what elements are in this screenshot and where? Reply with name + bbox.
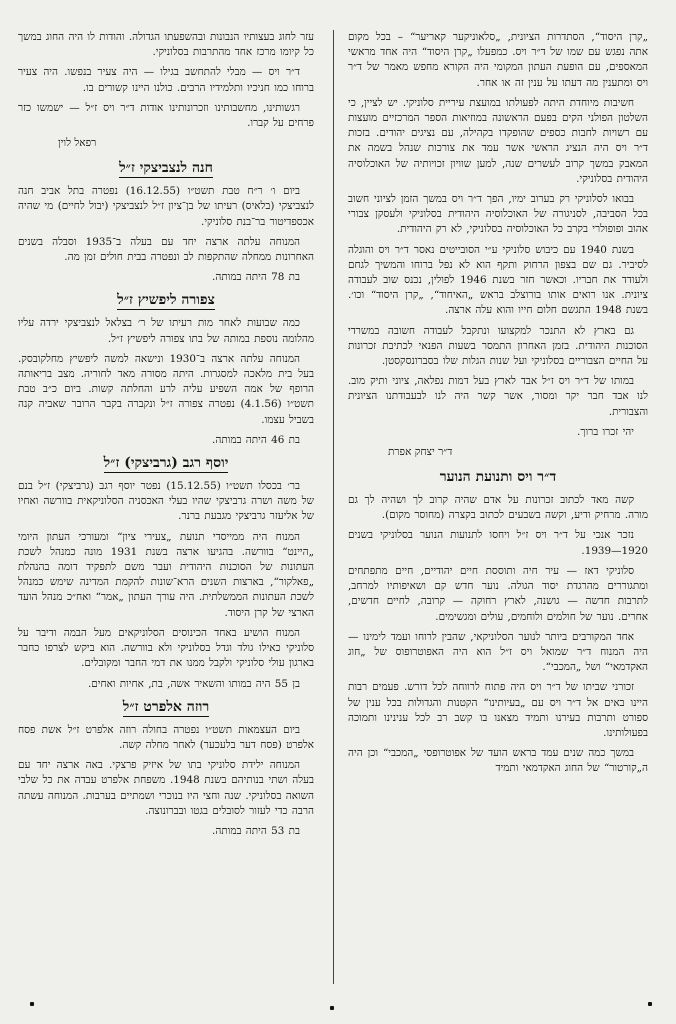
- paragraph: אחד המקורבים ביותר לנוער הסלוניקאי, שהבין לרוחו ועמד לימינו — היה המנוח ד״ר שמואל ויס ז״ל הוא היה האפוטרופוס של „חוג האקדמאי“ ושל „המכבי“.: [348, 630, 648, 674]
- paragraph: ד״ר ויס — מבלי להתחשב בגילו — היה צעיר בנפשו. היה צעיר ברוחו כמו חניכיו ותלמידיו הרבים. כולנו היינו קשורים בו.: [18, 66, 314, 94]
- paragraph: זכורני שביתו של ד״ר ויס היה פתוח לרווחה לכל דורש. פעמים רבות היינו באים אל ד״ר ויס עם „בעיותינו“ הקטנות והגדולות בכל ענין של ספורט ותרבות בעירנו ותמיד מצאנו בו קשב רב לכל ענינינו ותמוכה בפעולותינו.: [348, 681, 648, 739]
- paragraph: המנוח היה ממייסדי תנועת „צעירי ציון“ ומעורכי העתון היומי „היינט“ בוורשה. בהגיעו ארצה בשנת 1931 מונה כמנהל לשכת העתונות של הסוכנות היהודית ועבר משם לתפקיד דומה בהנהלת „פאלקור“, בארצות השנים הרא־שונות להקמת המדינה שימש כמנהל לשכת העתונות הממשלתית. היה עורך העתון „אמר“ ואח״כ מנהל הועד הארצי של קרן היסוד.: [18, 530, 314, 619]
- obituary-heading-text: חנה לנצביצקי ז״ל: [119, 160, 213, 177]
- paragraph: „קרן היסוד“, הסתדרות הציונית, „סלאוניקער קאריער“ – בכל מקום אתה נפגש עם שמו של ד״ר ויס. כמפעלו „קרן היסוד“ היה אחד מראשי המאספים, עם הופעת העתון המקומי היה הקורא מחפש מאמר של ד״ר ויס ומתענין מה דעתו על ענין זה או אחר.: [348, 31, 648, 89]
- author-signature: ד״ר יצחק אפרת: [388, 446, 453, 459]
- left-column: [18, 30, 314, 994]
- paragraph: ביום העצמאות תשט״ו נפטרה בחולה רוזה אלפרט ז״ל אשת פסח אלפרט (פסח דער בלעכער) לאחר מחלה קשה.: [18, 723, 314, 751]
- paragraph: גם בארץ לא התנכר למקצועו ונתקבל לעבודה חשובה במשרדי הסוכנות היהודית. בזמן האחרון התמסר בשעות הפנאי לכתיבת זכרונות על החיים הצבוריים בסלוניקי ועל שנות הגלות שלו בסברונסקסטן.: [348, 324, 648, 368]
- paragraph: קשה מאד לכתוב זכרונות על אדם שהיה קרוב לך ושהיה לך גם מורה. מרחיק ודיע, וקשה בשבעים לכתוב בקצרה (מחוסר מקום).: [348, 494, 648, 522]
- paragraph: כמה שבועות לאחר מות רעיתו של ר׳ בצלאל לנצביצקי ירדה עליו מהלומה נוספת במותה של בתו צפורה ליפשיץ ז״ל.: [18, 317, 314, 345]
- print-speck: [330, 1006, 334, 1010]
- paragraph: בשנת 1940 עם כיבוש סלוניקי ע״י הסובייטים נאסר ד״ר ויס והוגלה לסיביר. גם שם בצפון הרחוק ותקף הוא לא נפל ברוחו והמשיך לגחם ולעודד את חבריו. וכאשר חזר בשנת 1946 לפולין, נכנס שוב לעבודה ציונית. אנו רואים אותו בורוצלב בראש „האיחוד“, „קרן היסוד“ וכו׳. בשנת 1948 התגשם חלום חייו והוא עלה ארצה.: [348, 243, 648, 317]
- paragraph: בן 55 היה במותו והשאיר אשה, בת, אחיות ואחים.: [87, 677, 300, 690]
- paragraph: בת 46 היתה במותה.: [212, 433, 300, 446]
- section-heading: [348, 468, 648, 486]
- paragraph: במותו של ד״ר ויס ז״ל אבד לארץ בעל דמות נפלאה, ציוני ותיק מוב. לנו אבד חבר יקר ומסור, אשר קשר היה לנו לבעבודתנו הציונית והצבורית.: [348, 375, 648, 418]
- right-column: [348, 30, 648, 994]
- paragraph: עזר לחוג בעצותיו הנבונות ובהשפעתו הגדולה. והודות לו היה החוג במשך כל קיומו מרכז אחד מהתרבות בסלוניקי.: [18, 31, 314, 59]
- paragraph: המנוחה עלתה ארצה ב־1930 ונישאה למשה ליפשיץ מחלקובסק. בעל בית מלאכה למסגרות. היתה מסורה מאד לחוריה. מצב בריאותה הרופף של אמה השפיע עליה לרע והחלתה קשות. ביום כ״ב טבת תשט״ו (4.1.56) נפטרה צפורה ז״ל ונקברה בקבר הרובר שאביה קנה בשביל עצמו.: [18, 352, 314, 426]
- paragraph: במשך כמה שנים עמד בראש הועד של אפוטרופסי „המכבי“ וכן היה ה„קורטור“ של החוג האקדמאי ותמיד: [348, 747, 648, 775]
- paragraph: רגשותינו, מחשבותינו וזכרונותינו אודות ד״ר ויס ז״ל — ישמשו כזר פרחים על קברו.: [18, 101, 314, 130]
- paragraph: יהי זכרו ברוך.: [577, 425, 634, 438]
- paragraph: נזכר אנכי על ד״ר ויס ז״ל ויחסו לתנועות הנוער בסלוניקי בשנים 1920—1939.: [348, 529, 648, 557]
- print-speck: [30, 1002, 34, 1006]
- obituary-heading: [18, 454, 314, 472]
- paragraph: בת 78 היתה במותה.: [212, 271, 300, 284]
- author-signature: רפאל לוין: [58, 137, 97, 150]
- obituary-heading: [18, 159, 314, 177]
- section-heading-text: ד״ר ויס ותנועת הנוער: [439, 469, 557, 486]
- paragraph: ביום ו׳ ר״ח טבת תשט״ו (16.12.55) נפטרה בתל אביב חנה לנצביצקי (בלאיס) רעיתו של בן־ציון ז״ל לנצביצקי (יבול לחיים) מי שהיה אכספדיטור בר־בנת סלוניקי.: [18, 185, 314, 228]
- paragraph: המנוחה עלתה ארצה יחד עם בעלה ב־1935 וסבלה בשנים האחרונות ממחלה שהתקפות לב ונפטרה בבית חולים זמן מה.: [18, 235, 314, 264]
- paragraph: המנוחה ילידת סלוניקי בתו של איזיק פרצקי. באה ארצה יחד עם בעלה ושתי בנותיהם בשנת 1948. משפחת אלפרט עבדה את כל שלבי השואה בסלוניקי. שנה וחצי היו בנוכרי ושמתיים בערבות. המנוחה עשתה הרבה כדי לעזור לסובלים בגטו ובברונוצה.: [18, 759, 314, 817]
- paragraph: המנוח הושיע באחד הכינוסים הסלוניקאים מעל הבמה ודיבר על סלוניקי כאילו גולד וגדל בסלוניקי ולא בוורשה. הוא ביקש לצרפו כחבר בארגון עולי סלוניקי ולקבל ממנו את דמי החבר ומקובלים.: [18, 626, 314, 670]
- print-speck: [648, 1002, 652, 1006]
- paragraph: בר׳ בכסלו תשט״ו (15.12.55) נפטר יוסף רגב (גרביצקי) ז״ל בנם של משה ושרה גרביצקי שהיו בעלי האכסניה הסלוניקאית בוורשה ואחיו של אליעזר גרביצקי מגבעת ברנר.: [18, 480, 314, 523]
- obituary-heading-text: רוזה אלפרט ז״ל: [122, 698, 210, 715]
- obituary-heading: [18, 698, 314, 716]
- column-divider: [333, 30, 334, 984]
- obituary-heading: [18, 291, 314, 309]
- paragraph: סלוניקי דאז — עיר חיה ותוססת חיים יהודיים, חיים מתפתחים ומתגוררים מהרגדת יסוד הגולה. נוער חדש קם ושאיפותיו למרחב, לתרבות חדשה — גושנה, לארץ רחוקה — קרובה, לחיים חדשים, אחרים. נוער של חולמים ולוחמים, עולים ומגשימים.: [348, 564, 648, 623]
- paragraph: חשיבות מיוחדת היתה לפעולתו במועצת עיריית סלוניקי. יש לציין, כי השלטון הפולני הקים בפעם הראשונה במוזיאות הספר המרכזיים מועצות עם רשויות לחבות כספים שהופקדו בקהילה, עם נציגים יהודים. בזכות ד״ר ויס היה הנציג הראשי אשר עמד את צורכות שנהל בשמה את המאבק במשך קרוב לעשרים שנה, למען שוויון זכויותיה של האוכלוסיה היהודית בסלוניקי.: [348, 96, 648, 185]
- obituary-heading-text: יוסף רגב (גרביצקי) ז״ל: [103, 455, 229, 472]
- paragraph: בבואו לסלוניקי רק בערוב ימיו, הפך ד״ר ויס במשך הזמן לציוני חשוב בכל הסביבה, לסניגורה של האוכלוסיה היהודית בסלוניקי ולעסקן צבורי אהוב ופופולרי בקרב כל האוכלוסיה בסלוניקי, לא רק היהודית.: [348, 193, 648, 236]
- obituary-heading-text: צפורה ליפשיץ ז״ל: [117, 292, 215, 309]
- paragraph: בת 53 היתה במותה.: [212, 824, 300, 837]
